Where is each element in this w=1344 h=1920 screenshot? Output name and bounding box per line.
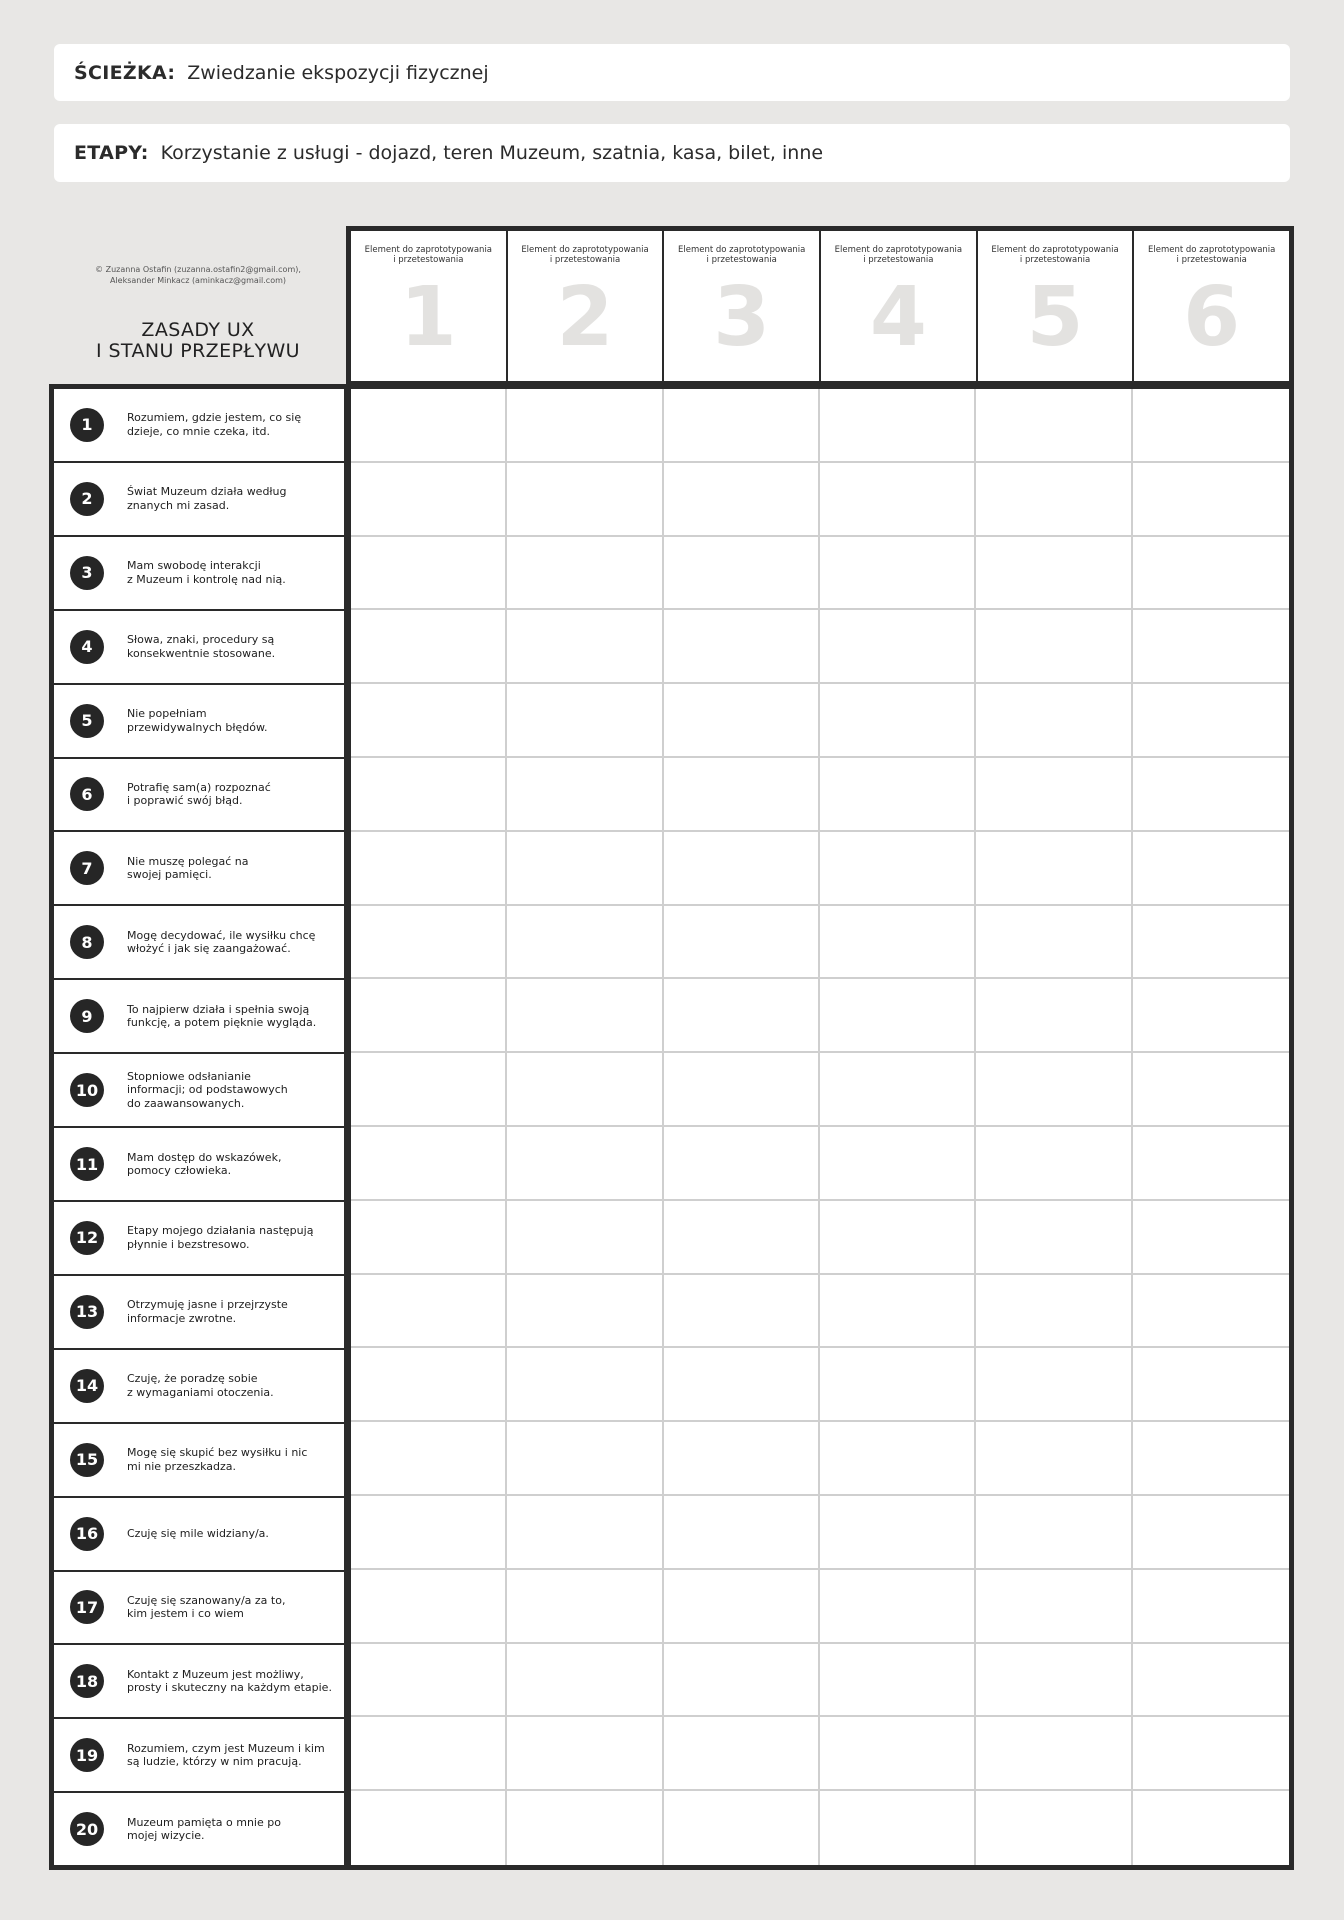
column-header-3 [664, 231, 821, 381]
grid-cell-r3-c5[interactable] [976, 537, 1132, 611]
grid-cell-r10-c6[interactable] [1133, 1053, 1289, 1127]
principle-text: Mogę się skupić bez wysiłku i nic mi nie przeszkadza. [127, 1446, 308, 1473]
column-caption: Element do zaprototypowania i przetestowania [834, 245, 963, 265]
principle-text: Nie muszę polegać na swojej pamięci. [127, 854, 249, 882]
grid-cell-r19-c5[interactable] [976, 1717, 1132, 1791]
number-badge: 16 [70, 1517, 104, 1551]
principle-row [54, 1572, 344, 1646]
grid-cell-r8-c3[interactable] [664, 906, 820, 980]
principle-text: Rozumiem, gdzie jestem, co się dzieje, co mnie czeka, itd. [127, 411, 302, 438]
grid-cell-r7-c4[interactable] [820, 832, 976, 906]
grid-cell-r6-c2[interactable] [507, 758, 663, 832]
number-badge: 19 [70, 1738, 104, 1772]
grid-cell-r14-c3[interactable] [664, 1348, 820, 1422]
grid-cell-r2-c5[interactable] [976, 463, 1132, 537]
grid-cell-r8-c6[interactable] [1133, 906, 1289, 980]
grid-cell-r8-c1[interactable] [351, 906, 507, 980]
grid-cell-r1-c2[interactable] [507, 389, 663, 463]
grid-cell-r13-c4[interactable] [820, 1275, 976, 1349]
column-number: 5 [1026, 270, 1084, 365]
grid-cell-r12-c4[interactable] [820, 1201, 976, 1275]
grid-cell-r7-c1[interactable] [351, 832, 507, 906]
grid-cell-r11-c5[interactable] [976, 1127, 1132, 1201]
grid-cell-r12-c5[interactable] [976, 1201, 1132, 1275]
grid-cell-r15-c6[interactable] [1133, 1422, 1289, 1496]
column-caption: Element do zaprototypowania i przetestowania [364, 245, 493, 265]
grid-cell-r2-c3[interactable] [664, 463, 820, 537]
principle-text: Stopniowe odsłanianie informacji; od podstawowych do zaawansowanych. [127, 1069, 288, 1110]
principle-text: Mam swobodę interakcji z Muzeum i kontrolę nad nią. [127, 559, 286, 586]
column-number: 6 [1183, 270, 1241, 365]
column-caption: Element do zaprototypowania i przetestowania [521, 245, 649, 265]
principle-row [54, 463, 344, 537]
column-header-1 [351, 231, 508, 381]
grid-cell-r17-c5[interactable] [976, 1570, 1132, 1644]
stages-label: ETAPY: [74, 142, 149, 164]
grid-cell-r3-c2[interactable] [507, 537, 663, 611]
grid-cell-r16-c5[interactable] [976, 1496, 1132, 1570]
principle-row [54, 611, 344, 685]
principle-row [54, 832, 344, 906]
grid-cell-r16-c3[interactable] [664, 1496, 820, 1570]
grid-cell-r11-c3[interactable] [664, 1127, 820, 1201]
number-badge: 13 [70, 1295, 104, 1329]
grid-cell-r9-c1[interactable] [351, 979, 507, 1053]
grid-cell-r1-c6[interactable] [1133, 389, 1289, 463]
grid-cell-r16-c1[interactable] [351, 1496, 507, 1570]
principle-text: Etapy mojego działania następują płynnie i bezstresowo. [127, 1224, 314, 1251]
number-badge: 18 [70, 1664, 104, 1698]
grid-cell-r20-c1[interactable] [351, 1791, 507, 1865]
principle-row [54, 1793, 344, 1865]
grid-cell-r5-c1[interactable] [351, 684, 507, 758]
grid-cell-r4-c3[interactable] [664, 610, 820, 684]
grid-cell-r4-c6[interactable] [1133, 610, 1289, 684]
grid-cell-r20-c4[interactable] [820, 1791, 976, 1865]
grid-cell-r2-c2[interactable] [507, 463, 663, 537]
grid-cell-r19-c2[interactable] [507, 1717, 663, 1791]
grid-cell-r19-c4[interactable] [820, 1717, 976, 1791]
grid-cell-r9-c4[interactable] [820, 979, 976, 1053]
grid-cell-r10-c2[interactable] [507, 1053, 663, 1127]
grid-cell-r12-c6[interactable] [1133, 1201, 1289, 1275]
principle-row [54, 685, 344, 759]
grid-cell-r12-c3[interactable] [664, 1201, 820, 1275]
column-headers [346, 226, 1294, 386]
principle-row [54, 1498, 344, 1572]
grid-cell-r2-c6[interactable] [1133, 463, 1289, 537]
grid-cell-r12-c2[interactable] [507, 1201, 663, 1275]
grid-cell-r13-c1[interactable] [351, 1275, 507, 1349]
grid-cell-r20-c5[interactable] [976, 1791, 1132, 1865]
principle-row [54, 389, 344, 463]
principle-row [54, 1128, 344, 1202]
principle-row [54, 1054, 344, 1128]
stages-value[interactable]: Korzystanie z usługi - dojazd, teren Muzeum, szatnia, kasa, bilet, inne [160, 142, 824, 164]
column-header-2 [508, 231, 665, 381]
column-header-5 [978, 231, 1135, 381]
grid-cell-r1-c1[interactable] [351, 389, 507, 463]
principle-row [54, 1276, 344, 1350]
grid-cell-r14-c1[interactable] [351, 1348, 507, 1422]
principle-text: Słowa, znaki, procedury są konsekwentnie stosowane. [127, 633, 276, 660]
grid-cell-r1-c5[interactable] [976, 389, 1132, 463]
grid-cell-r5-c2[interactable] [507, 684, 663, 758]
number-badge: 2 [70, 482, 104, 516]
grid-cell-r15-c5[interactable] [976, 1422, 1132, 1496]
grid-cell-r6-c3[interactable] [664, 758, 820, 832]
grid-cell-r18-c3[interactable] [664, 1644, 820, 1718]
grid-cell-r17-c2[interactable] [507, 1570, 663, 1644]
grid-cell-r1-c3[interactable] [664, 389, 820, 463]
principle-row [54, 1350, 344, 1424]
stages-field [54, 124, 1290, 182]
column-header-4 [821, 231, 978, 381]
grid-cell-r6-c6[interactable] [1133, 758, 1289, 832]
grid-cell-r10-c1[interactable] [351, 1053, 507, 1127]
grid-cell-r17-c3[interactable] [664, 1570, 820, 1644]
grid-cell-r8-c5[interactable] [976, 906, 1132, 980]
principle-text: Czuję się mile widziany/a. [127, 1526, 269, 1540]
grid-cell-r2-c1[interactable] [351, 463, 507, 537]
credits-line-1: © Zuzanna Ostafin (zuzanna.ostafin2@gmail.com), [95, 265, 301, 274]
path-field [54, 44, 1290, 101]
grid-cell-r4-c2[interactable] [507, 610, 663, 684]
grid-cell-r15-c3[interactable] [664, 1422, 820, 1496]
principle-text: To najpierw działa i spełnia swoją funkcję, a potem pięknie wygląda. [127, 1002, 317, 1030]
principle-text: Kontakt z Muzeum jest możliwy, prosty i skuteczny na każdym etapie. [127, 1667, 332, 1695]
grid-cell-r6-c5[interactable] [976, 758, 1132, 832]
grid-cell-r9-c6[interactable] [1133, 979, 1289, 1053]
grid-cell-r6-c1[interactable] [351, 758, 507, 832]
grid-cell-r3-c3[interactable] [664, 537, 820, 611]
credits-line-2: Aleksander Minkacz (aminkacz@gmail.com) [109, 276, 287, 285]
grid-cell-r2-c4[interactable] [820, 463, 976, 537]
number-badge: 15 [70, 1443, 104, 1477]
principle-row [54, 906, 344, 980]
grid-cell-r20-c3[interactable] [664, 1791, 820, 1865]
grid-cell-r6-c4[interactable] [820, 758, 976, 832]
principle-text: Mogę decydować, ile wysiłku chcę włożyć i jak się zaangażować. [127, 928, 316, 956]
grid-cell-r17-c6[interactable] [1133, 1570, 1289, 1644]
grid-cell-r7-c5[interactable] [976, 832, 1132, 906]
grid-cell-r1-c4[interactable] [820, 389, 976, 463]
grid-cell-r14-c5[interactable] [976, 1348, 1132, 1422]
grid-cell-r20-c6[interactable] [1133, 1791, 1289, 1865]
grid-cell-r4-c5[interactable] [976, 610, 1132, 684]
column-number: 3 [713, 270, 771, 365]
number-badge: 11 [70, 1147, 104, 1181]
grid-cell-r15-c2[interactable] [507, 1422, 663, 1496]
grid-cell-r18-c4[interactable] [820, 1644, 976, 1718]
grid-cell-r14-c6[interactable] [1133, 1348, 1289, 1422]
grid-cell-r11-c1[interactable] [351, 1127, 507, 1201]
number-badge: 20 [70, 1812, 104, 1846]
grid-cell-r13-c2[interactable] [507, 1275, 663, 1349]
grid-cell-r5-c4[interactable] [820, 684, 976, 758]
grid-cell-r17-c1[interactable] [351, 1570, 507, 1644]
grid-cell-r11-c4[interactable] [820, 1127, 976, 1201]
grid-cell-r15-c1[interactable] [351, 1422, 507, 1496]
principle-row [54, 1424, 344, 1498]
grid-cell-r13-c5[interactable] [976, 1275, 1132, 1349]
grid-cell-r19-c1[interactable] [351, 1717, 507, 1791]
grid-cell-r3-c1[interactable] [351, 537, 507, 611]
principle-text: Potrafię sam(a) rozpoznać i poprawić swój błąd. [127, 780, 271, 808]
grid-cell-r5-c5[interactable] [976, 684, 1132, 758]
grid-cell-r10-c4[interactable] [820, 1053, 976, 1127]
number-badge: 14 [70, 1369, 104, 1403]
grid-cell-r18-c6[interactable] [1133, 1644, 1289, 1718]
grid-cell-r7-c3[interactable] [664, 832, 820, 906]
grid-cell-r17-c4[interactable] [820, 1570, 976, 1644]
grid-cell-r9-c3[interactable] [664, 979, 820, 1053]
number-badge: 7 [70, 851, 104, 885]
principle-text: Mam dostęp do wskazówek, pomocy człowieka. [127, 1150, 282, 1178]
principles-list [49, 384, 349, 1870]
grid-cell-r16-c6[interactable] [1133, 1496, 1289, 1570]
number-badge: 8 [70, 925, 104, 959]
column-number: 4 [869, 270, 927, 365]
title-line-2: I STANU PRZEPŁYWU [96, 340, 300, 362]
column-caption: Element do zaprototypowania i przetestowania [677, 245, 806, 265]
number-badge: 12 [70, 1221, 104, 1255]
grid-cell-r14-c2[interactable] [507, 1348, 663, 1422]
number-badge: 4 [70, 630, 104, 664]
path-label: ŚCIEŻKA: [74, 61, 176, 84]
principle-text: Czuję, że poradzę sobie z wymaganiami otoczenia. [127, 1372, 274, 1399]
column-caption: Element do zaprototypowania i przetestowania [991, 245, 1119, 265]
principle-row [54, 1202, 344, 1276]
principle-text: Muzeum pamięta o mnie po mojej wizycie. [127, 1815, 281, 1843]
principle-row [54, 1645, 344, 1719]
grid-cell-r16-c4[interactable] [820, 1496, 976, 1570]
title-line-1: ZASADY UX [141, 319, 255, 341]
credits [54, 264, 342, 286]
principle-row [54, 1719, 344, 1793]
grid-cell-r16-c2[interactable] [507, 1496, 663, 1570]
number-badge: 3 [70, 556, 104, 590]
column-number: 2 [556, 270, 614, 365]
grid-cell-r9-c5[interactable] [976, 979, 1132, 1053]
grid-cell-r18-c2[interactable] [507, 1644, 663, 1718]
grid-cell-r20-c2[interactable] [507, 1791, 663, 1865]
principle-text: Rozumiem, czym jest Muzeum i kim są ludzie, którzy w nim pracują. [127, 1741, 325, 1769]
path-value[interactable]: Zwiedzanie ekspozycji fizycznej [187, 61, 489, 84]
number-badge: 10 [70, 1073, 104, 1107]
grid-cell-r4-c4[interactable] [820, 610, 976, 684]
grid-cell-r9-c2[interactable] [507, 979, 663, 1053]
grid-cell-r4-c1[interactable] [351, 610, 507, 684]
grid-cell-r8-c2[interactable] [507, 906, 663, 980]
principle-text: Nie popełniam przewidywalnych błędów. [127, 707, 268, 734]
principle-text: Świat Muzeum działa według znanych mi zasad. [127, 485, 287, 512]
grid-cell-r3-c4[interactable] [820, 537, 976, 611]
number-badge: 17 [70, 1590, 104, 1624]
number-badge: 1 [70, 408, 104, 442]
grid-cell-r7-c6[interactable] [1133, 832, 1289, 906]
grid-cell-r18-c5[interactable] [976, 1644, 1132, 1718]
column-number: 1 [399, 270, 457, 365]
grid-cell-r19-c3[interactable] [664, 1717, 820, 1791]
grid-cell-r12-c1[interactable] [351, 1201, 507, 1275]
number-badge: 5 [70, 704, 104, 738]
column-caption: Element do zaprototypowania i przetestowania [1148, 245, 1276, 265]
grid-cell-r13-c6[interactable] [1133, 1275, 1289, 1349]
principle-row [54, 980, 344, 1054]
grid-cell-r5-c3[interactable] [664, 684, 820, 758]
page-title [54, 320, 342, 362]
evaluation-grid [346, 384, 1294, 1870]
grid-cell-r3-c6[interactable] [1133, 537, 1289, 611]
grid-cell-r18-c1[interactable] [351, 1644, 507, 1718]
grid-cell-r15-c4[interactable] [820, 1422, 976, 1496]
grid-cell-r19-c6[interactable] [1133, 1717, 1289, 1791]
grid-cell-r5-c6[interactable] [1133, 684, 1289, 758]
grid-cell-r8-c4[interactable] [820, 906, 976, 980]
principle-text: Czuję się szanowany/a za to, kim jestem i co wiem [127, 1593, 286, 1621]
grid-cell-r13-c3[interactable] [664, 1275, 820, 1349]
grid-cell-r7-c2[interactable] [507, 832, 663, 906]
grid-cell-r11-c6[interactable] [1133, 1127, 1289, 1201]
grid-cell-r10-c3[interactable] [664, 1053, 820, 1127]
principle-row [54, 759, 344, 833]
grid-cell-r10-c5[interactable] [976, 1053, 1132, 1127]
column-header-6 [1134, 231, 1289, 381]
principle-row [54, 537, 344, 611]
number-badge: 6 [70, 777, 104, 811]
grid-cell-r14-c4[interactable] [820, 1348, 976, 1422]
number-badge: 9 [70, 999, 104, 1033]
grid-cell-r11-c2[interactable] [507, 1127, 663, 1201]
principle-text: Otrzymuję jasne i przejrzyste informacje zwrotne. [127, 1298, 288, 1325]
